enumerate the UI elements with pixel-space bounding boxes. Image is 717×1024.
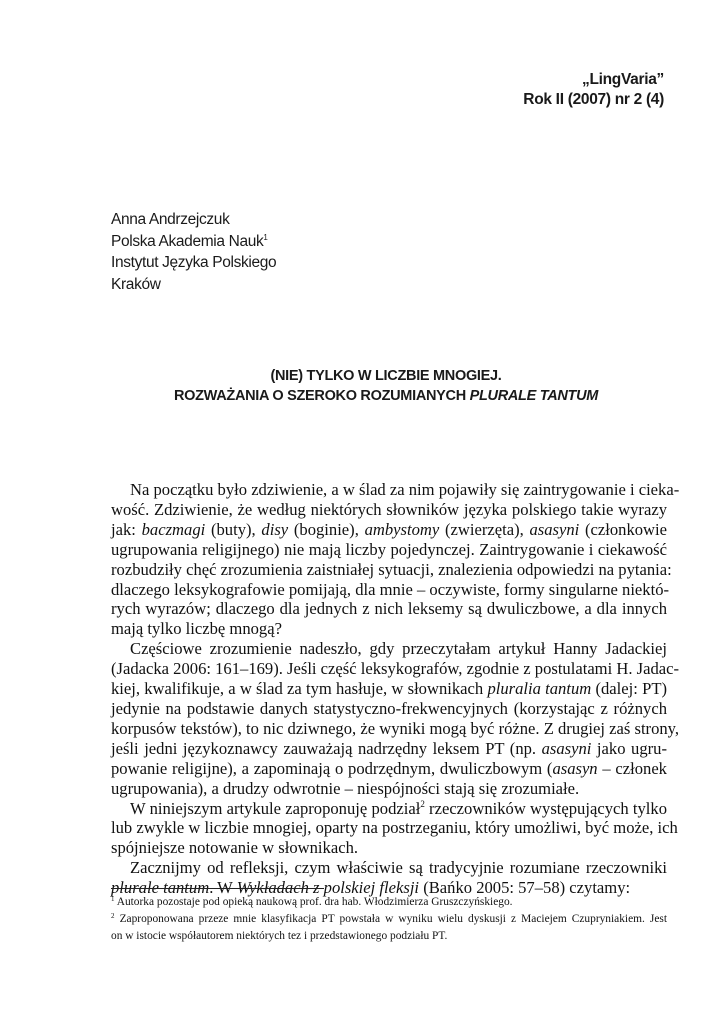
text-line: Częściowe zrozumienie nadeszło, gdy przeczytałam artykuł Hanny Jadackiej (130, 639, 667, 659)
text-line: Zacznijmy od refleksji, czym właściwie są tradycyjnie rozumiane rzeczowniki (130, 858, 667, 878)
text-line: powanie religijne), a zapominają o podrzędnym, dwuliczbowym (asasyn – członek (111, 758, 667, 778)
text-line: ugrupowania religijnego) nie mają liczby pojedynczej. Zaintrygowanie i ciekawość (111, 539, 667, 559)
title-line-2: ROZWAŻANIA O SZEROKO ROZUMIANYCH PLURALE TANTUM (173, 388, 599, 404)
journal-header (523, 70, 664, 110)
footnote-ref-2: 2 (420, 798, 425, 809)
text-line: rozbudziły chęć zrozumienia zaistniałej sytuacji, znalezienia odpowiedzi na pytania: (111, 559, 672, 579)
footnote-2-continued: on w istocie współautorem niektórych tez i przedstawionego podziału PT. (111, 930, 448, 942)
paragraph-4 (111, 858, 667, 898)
footnotes (111, 894, 667, 945)
text-line: dlaczego leksykografowie pomijają, dla mnie – oczywiste, formy singularne niektó- (111, 579, 670, 599)
author-name: Anna Andrzejczuk (111, 211, 230, 228)
author-block (111, 209, 276, 295)
paragraph-1 (111, 480, 680, 639)
author-city: Kraków (111, 275, 161, 293)
text-line: W niniejszym artykule zaproponuję podział$^2$ rzeczowników występujących tylko (130, 798, 667, 818)
text-line: lub zwykle w liczbie mnogiej, oparty na postrzeganiu, który umożliwi, być może, ich (111, 818, 678, 838)
author-affiliation-2: Instytut Języka Polskiego (111, 254, 277, 271)
paragraph-3 (111, 798, 678, 859)
text-line: rych wyrazów; dlaczego dla jednych z nich leksemy są dwuliczbowe, a dla innych (111, 599, 667, 619)
footnote-separator (111, 888, 324, 889)
text-line: korpusów tekstów), to nic dziwnego, że wyniki mogą być różne. Z drugiej zaś strony, (111, 718, 680, 738)
text-line: ugrupowania), a drudzy odwrotnie – niespójności stają się zrozumiałe. (111, 778, 580, 798)
title-line-1: (NIE) TYLKO W LICZBIE MNOGIEJ. (270, 368, 502, 384)
text-line: Na początku było zdziwienie, a w ślad za nim pojawiły się zaintrygowanie i cieka- (130, 480, 680, 499)
text-line: plurale tantum. W Wykładach z polskiej fleksji (Bańko 2005: 57–58) czytamy: (111, 878, 631, 898)
paragraph-2 (111, 639, 680, 798)
footnote-2: $^2$ Zaproponowana przeze mnie klasyfikacja PT powstała w wyniku wielu dyskusji z Maciejem Czupryniakiem. Jest (111, 912, 667, 925)
text-line: jeśli jedni językoznawcy zauważają nadrzędny leksem PT (np. asasyni jako ugru- (111, 738, 667, 758)
article-body (111, 480, 680, 898)
journal-name: „LingVaria” (582, 71, 664, 88)
text-line: spójniejsze notowanie w słownikach. (111, 838, 359, 858)
text-line: jedynie na podstawie danych statystyczno-frekwencyjnych (korzystając z różnych (111, 698, 667, 718)
text-line: jak: baczmagi (buty), disy (boginie), ambystomy (zwierzęta), asasyni (członkowie (111, 519, 668, 539)
article-title (80, 366, 692, 406)
text-line: mają tylko liczbę mnogą? (111, 619, 282, 639)
journal-issue: Rok II (2007) nr 2 (4) (523, 91, 664, 108)
text-line: (Jadacka 2006: 161–169). Jeśli część leksykografów, zgodnie z postulatami H. Jadac- (111, 659, 680, 679)
footnote-ref-1: 1 (263, 232, 268, 242)
footnote-1: $^1$ Autorka pozostaje pod opieką naukową prof. dra hab. Włodzimierza Gruszczyńskiego. (111, 895, 513, 908)
text-line: wość. Zdziwienie, że według niektórych słowników języka polskiego takie wyrazy (111, 499, 667, 519)
author-affiliation-1: Polska Akademia Nauk$^1$ (111, 232, 268, 250)
text-line: kiej, kwalifikuje, a w ślad za tym hasłuje, w słownikach pluralia tantum (dalej: PT) (111, 679, 667, 699)
